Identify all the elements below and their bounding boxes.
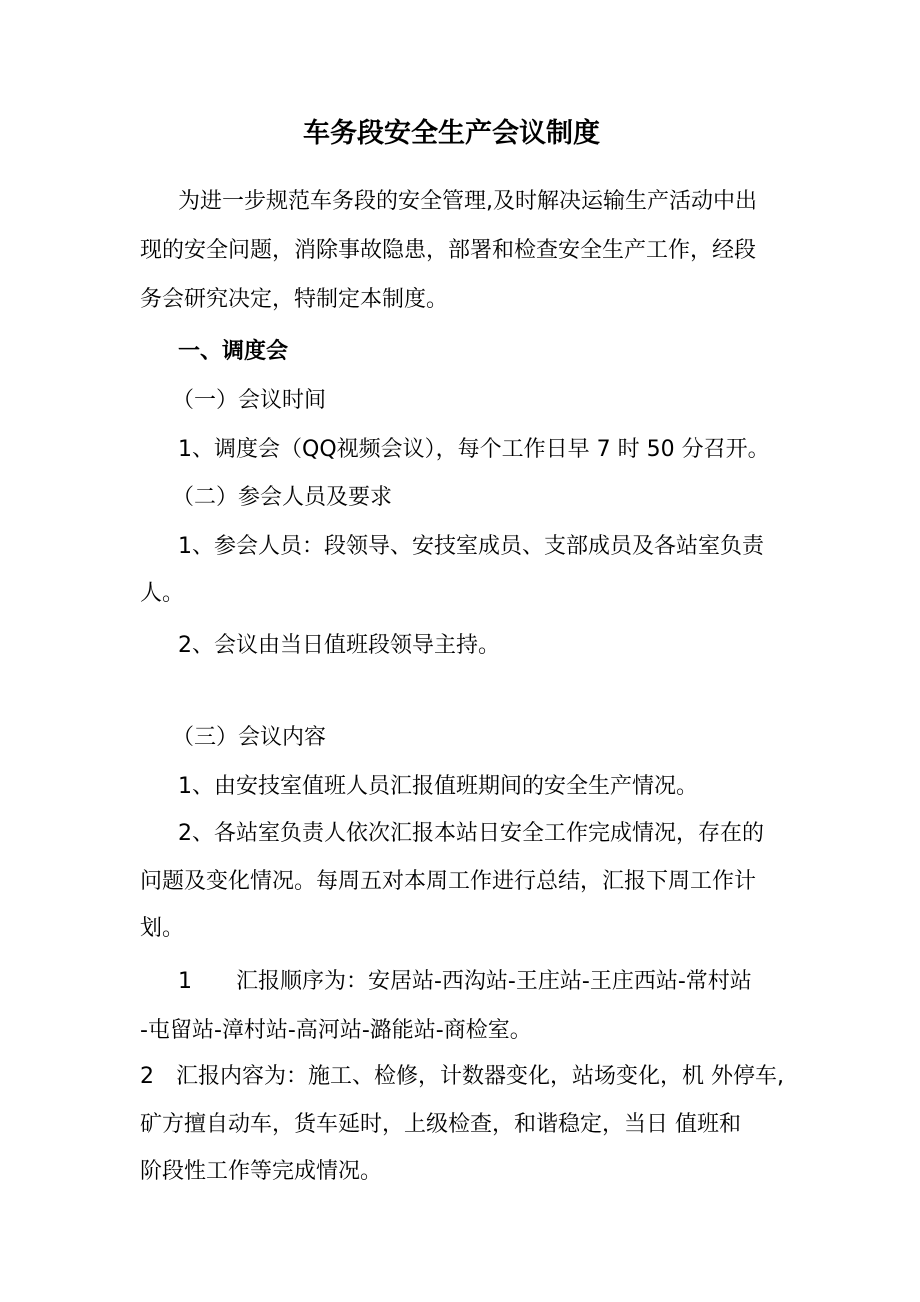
report-order-line-1: 1 汇报顺序为：安居站-西沟站-王庄站-王庄西站-常村站 xyxy=(178,969,752,994)
paragraph-attendees-line-2: 人。 xyxy=(140,581,185,606)
intro-line-3: 务会研究决定，特制定本制度。 xyxy=(140,287,449,312)
subheading-meeting-content: （三）会议内容 xyxy=(172,725,327,750)
paragraph-content-2-line-3: 划。 xyxy=(140,916,185,941)
report-order-line-2: -屯留站-漳村站-高河站-潞能站-商检室。 xyxy=(140,1018,532,1043)
intro-line-1: 为进一步规范车务段的安全管理,及时解决运输生产活动中出 xyxy=(178,189,757,214)
report-content-line-3: 阶段性工作等完成情况。 xyxy=(140,1159,383,1184)
report-content-line-1: 2 汇报内容为：施工、检修，计数器变化，站场变化，机 外停车, xyxy=(140,1064,784,1089)
report-content-line-2: 矿方擅自动车，货车延时，上级检查，和谐稳定，当日 值班和 xyxy=(140,1112,741,1137)
paragraph-attendees-line-1: 1、参会人员：段领导、安技室成员、支部成员及各站室负责 xyxy=(178,534,764,559)
intro-line-2: 现的安全问题，消除事故隐患，部署和检查安全生产工作，经段 xyxy=(140,238,757,263)
subheading-attendees: （二）参会人员及要求 xyxy=(172,485,393,510)
section-heading-dispatch-meeting: 一、调度会 xyxy=(178,339,289,364)
paragraph-content-2-line-1: 2、各站室负责人依次汇报本站日安全工作完成情况，存在的 xyxy=(178,821,764,846)
paragraph-content-1: 1、由安技室值班人员汇报值班期间的安全生产情况。 xyxy=(178,774,698,799)
document-title: 车务段安全生产会议制度 xyxy=(303,118,600,149)
paragraph-content-2-line-2: 问题及变化情况。每周五对本周工作进行总结，汇报下周工作计 xyxy=(140,869,757,894)
subheading-meeting-time: （一）会议时间 xyxy=(172,388,327,413)
paragraph-host: 2、会议由当日值班段领导主持。 xyxy=(178,633,500,658)
paragraph-meeting-time: 1、调度会（QQ视频会议），每个工作日早 7 时 50 分召开。 xyxy=(178,437,770,462)
